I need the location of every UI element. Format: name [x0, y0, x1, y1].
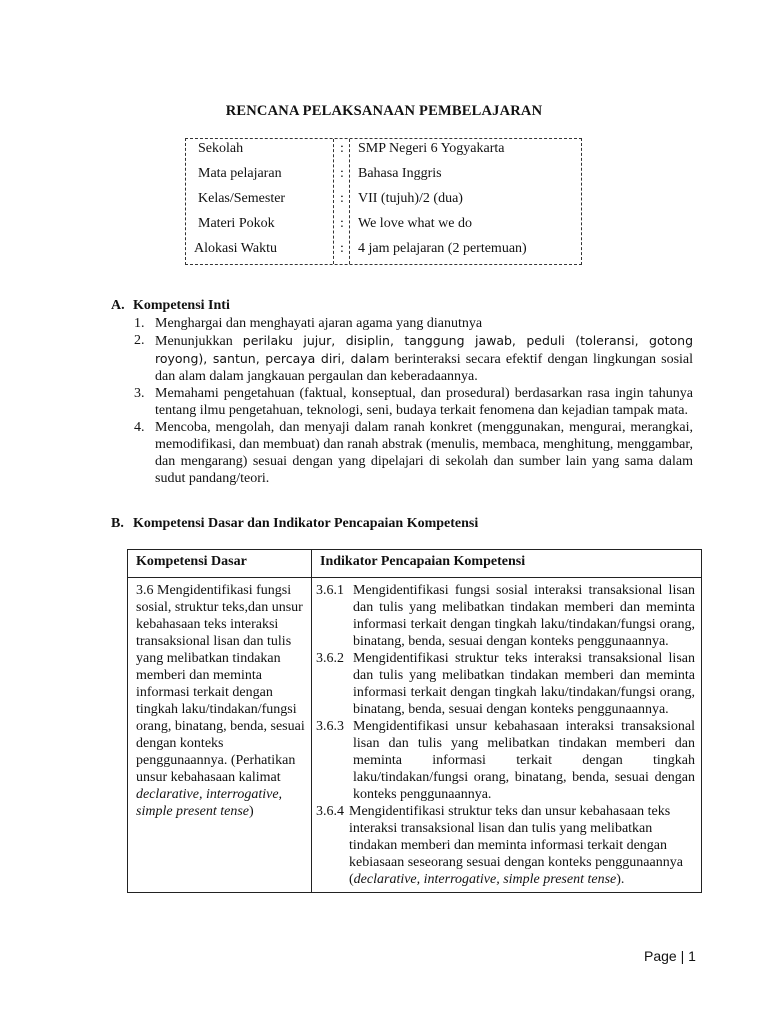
item-text: Memahami pengetahuan (faktual, konseptual, dan prosedural) berdasarkan rasa ingin tahunya tentang ilmu pengetahuan, teknologi, seni, budaya terkait fenomena dan kejadian tampak mata.: [155, 386, 693, 418]
table-header-row: [128, 550, 702, 578]
indicator-item: [316, 582, 695, 650]
info-colon: :: [340, 216, 344, 231]
item-text: Mencoba, mengolah, dan menyaji dalam ranah konkret (menggunakan, mengurai, merangkai, memodifikasi, dan membuat) dan ranah abstrak (menulis, membaca, menghitung, menggambar, dan mengarang) sesuai dengan yang dipelajari di sekolah dan sumber lain yang sama dalam sudut pandang/teori.: [155, 420, 693, 486]
item-number: 1.: [134, 316, 145, 331]
table-row: [128, 578, 702, 893]
indicator-text: Mengidentifikasi struktur teks interaksi transaksional lisan dan tulis yang melibatkan tindakan memberi dan meminta informasi terkait dengan tingkah laku/tindakan/fungsi orang, binatang, benda, sesuai dengan konteks penggunaannya.: [353, 651, 695, 717]
info-row-kelas-semester: [186, 191, 581, 216]
school-info-box: [185, 138, 582, 265]
indicator-item: [316, 803, 695, 888]
indicator-italic-text: declarative, interrogative, simple present tense: [353, 872, 617, 887]
indicator-text: Mengidentifikasi struktur teks dan unsur kebahasaan: [349, 804, 645, 819]
competency-table: [127, 549, 702, 893]
indicator-code: 3.6.2: [316, 651, 344, 666]
item-number: 4.: [134, 420, 145, 435]
indicator-text: Mengidentifikasi unsur kebahasaan interaksi transaksional lisan dan tulis yang melibatkan tindakan memberi dan meminta informasi terkait dengan tingkah laku/tindakan/fungsi orang, binatang, benda, sesuai dengan konteks penggunaannya.: [353, 719, 695, 802]
info-colon: :: [340, 191, 344, 206]
info-value: 4 jam pelajaran (2 pertemuan): [358, 241, 527, 256]
indicator-code: 3.6.4: [316, 804, 344, 819]
section-title: Kompetensi Inti: [133, 298, 230, 313]
page-title: RENCANA PELAKSANAAN PEMBELAJARAN: [225, 103, 543, 119]
info-colon: :: [340, 241, 344, 256]
list-item: [130, 419, 693, 487]
list-item: [130, 332, 693, 385]
info-row-mata-pelajaran: [186, 166, 581, 191]
kd-italic-text: declarative, interrogative, simple present tense: [136, 787, 283, 819]
item-text: Menghargai dan menghayati ajaran agama yang dianutnya: [155, 316, 483, 331]
indicator-text: teks interaksi transaksional lisan dan tulis yang melibatkan tindakan memberi dan meminta informasi terkait dengan kebiasaan seseorang sesuai dengan konteks penggunaannya (: [349, 804, 683, 887]
item-number: 3.: [134, 386, 145, 401]
indikator-cell: [312, 578, 702, 893]
info-value: VII (tujuh)/2 (dua): [358, 191, 463, 206]
list-item: [130, 385, 693, 419]
info-value: Bahasa Inggris: [358, 166, 442, 181]
info-row-materi-pokok: [186, 216, 581, 241]
indicator-item: [316, 718, 695, 803]
info-row-alokasi-waktu: [186, 241, 581, 266]
item-text: berinteraksi secara efektif dengan lingkungan sosial dan alam dalam jangkauan pergaulan dan keberadaannya.: [155, 352, 694, 384]
section-letter: B.: [111, 516, 124, 531]
indicator-text: Mengidentifikasi fungsi sosial interaksi transaksional lisan dan tulis yang melibatkan tindakan memberi dan meminta informasi terkait dengan tingkah laku/tindakan/fungsi orang, binatang, benda, sesuai dengan konteks penggunaannya.: [353, 583, 695, 649]
info-value: We love what we do: [358, 216, 472, 231]
column-header: Kompetensi Dasar: [128, 550, 312, 578]
indicator-item: [316, 650, 695, 718]
kompetensi-dasar-cell: [128, 578, 312, 893]
item-number: 2.: [134, 333, 145, 348]
column-header: Indikator Pencapaian Kompetensi: [312, 550, 702, 578]
info-colon: :: [340, 141, 344, 156]
info-colon: :: [340, 166, 344, 181]
item-text-sans: perilaku jujur, disiplin, tanggung jawab, peduli (toleransi, gotong royong), santun, percaya diri, dalam: [155, 333, 693, 366]
list-item: [130, 315, 693, 332]
kd-close: ): [249, 804, 254, 819]
info-row-sekolah: [186, 141, 581, 166]
kd-text: 3.6 Mengidentifikasi fungsi sosial, struktur teks,dan unsur kebahasaan teks interaksi transaksional lisan dan tulis yang melibatkan tindakan memberi dan meminta informasi terkait dengan tingkah laku/tindakan/fungsi orang, binatang, benda, sesuai dengan konteks penggunaannya. (Perhatikan unsur kebahasaan kalimat: [136, 583, 305, 785]
section-title: Kompetensi Dasar dan Indikator Pencapaian Kompetensi: [133, 516, 479, 531]
info-label: Kelas/Semester: [198, 191, 286, 206]
kompetensi-inti-list: [130, 315, 693, 487]
indicator-code: 3.6.3: [316, 719, 344, 734]
info-label: Sekolah: [198, 141, 244, 156]
indicator-close: ).: [616, 872, 625, 887]
page-number: Page | 1: [644, 948, 696, 964]
info-label: Alokasi Waktu: [194, 241, 277, 256]
section-letter: A.: [111, 298, 125, 313]
info-label: Mata pelajaran: [198, 166, 282, 181]
info-label: Materi Pokok: [198, 216, 275, 231]
info-value: SMP Negeri 6 Yogyakarta: [358, 141, 505, 156]
indicator-code: 3.6.1: [316, 583, 344, 598]
item-text: Menunjukkan: [155, 334, 243, 349]
